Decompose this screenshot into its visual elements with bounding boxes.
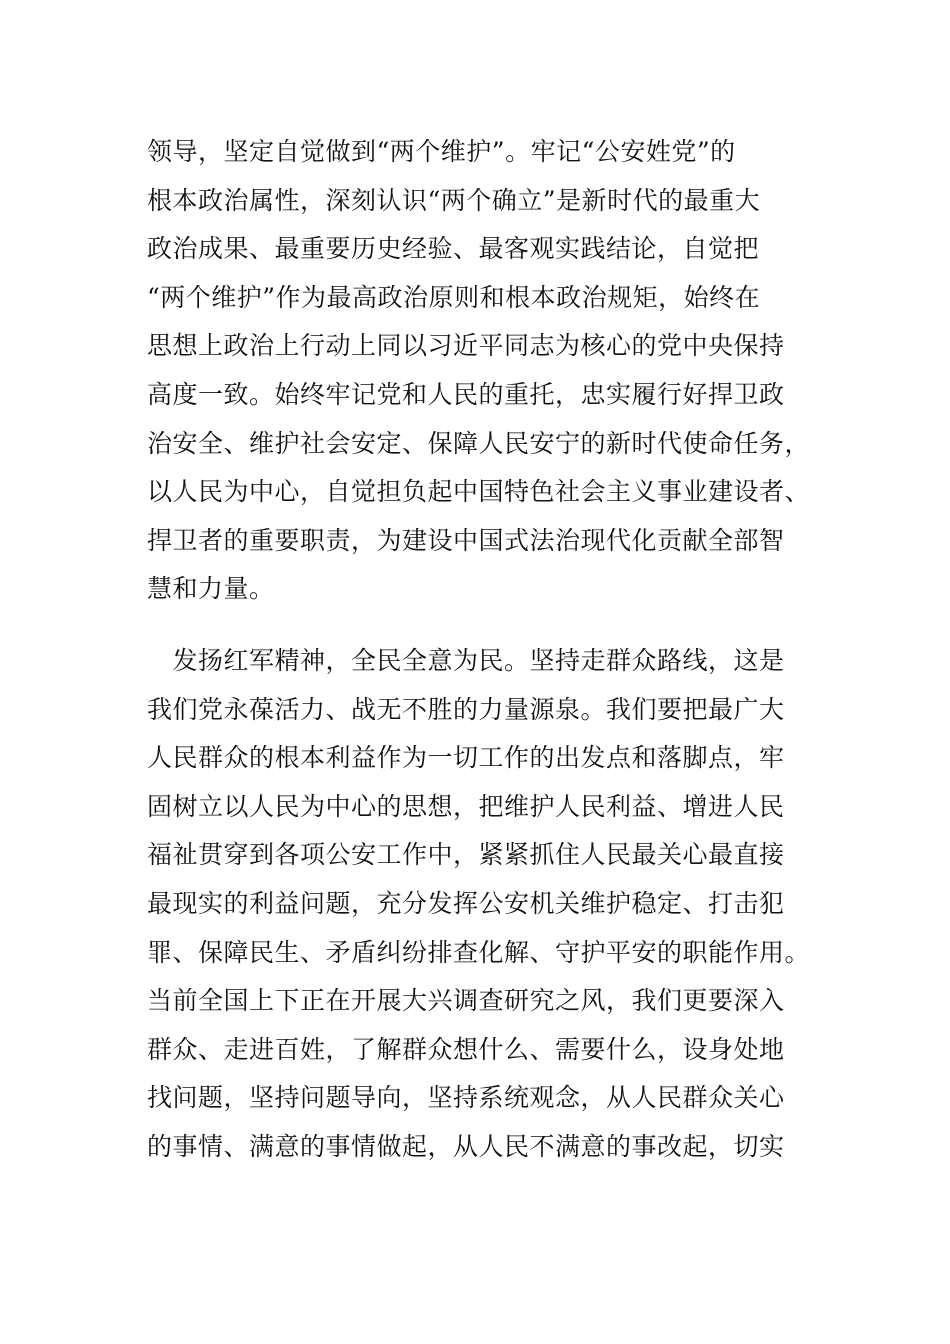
text-line: 我们党永葆活力、战无不胜的力量源泉。我们要把最广大 xyxy=(147,694,785,724)
text-line: 高度一致。始终牢记党和人民的重托，忠实履行好捍卫政 xyxy=(147,379,785,409)
text-line: 领导，坚定自觉做到“两个维护”。牢记“公安姓党”的 xyxy=(147,137,736,166)
text-line: 慧和力量。 xyxy=(147,574,275,604)
text-line: “两个维护”作为最高政治原则和根本政治规矩，始终在 xyxy=(147,282,761,312)
text-line: 福祉贯穿到各项公安工作中，紧紧抓住人民最关心最直接 xyxy=(147,840,785,870)
text-line: 发扬红军精神，全民全意为民。坚持走群众路线，这是 xyxy=(147,646,785,675)
text-line: 群众、走进百姓，了解群众想什么、需要什么，设身处地 xyxy=(147,1034,785,1064)
text-line: 的事情、满意的事情做起，从人民不满意的事改起，切实 xyxy=(147,1131,785,1161)
text-line: 根本政治属性，深刻认识“两个确立”是新时代的最重大 xyxy=(147,185,761,215)
text-line: 固树立以人民为中心的思想，把维护人民利益、增进人民 xyxy=(147,791,785,821)
text-line: 最现实的利益问题，充分发挥公安机关维护稳定、打击犯 xyxy=(147,888,785,918)
text-line: 政治成果、最重要历史经验、最客观实践结论，自觉把 xyxy=(147,234,760,264)
paragraph-2 xyxy=(147,637,811,1172)
text-line: 治安全、维护社会安定、保障人民安宁的新时代使命任务， xyxy=(147,428,811,458)
text-line: 以人民为中心，自觉担负起中国特色社会主义事业建设者、 xyxy=(147,477,811,507)
text-line: 捍卫者的重要职责，为建设中国式法治现代化贡献全部智 xyxy=(147,525,785,555)
text-line: 找问题，坚持问题导向，坚持系统观念，从人民群众关心 xyxy=(147,1083,785,1113)
text-line: 思想上政治上行动上同以习近平同志为核心的党中央保持 xyxy=(147,331,785,361)
text-line: 罪、保障民生、矛盾纠纷排查化解、守护平安的职能作用。 xyxy=(147,937,811,967)
text-line: 人民群众的根本利益作为一切工作的出发点和落脚点，牢 xyxy=(147,743,785,773)
paragraph-1 xyxy=(147,128,811,614)
text-line: 当前全国上下正在开展大兴调查研究之风，我们更要深入 xyxy=(147,986,785,1016)
